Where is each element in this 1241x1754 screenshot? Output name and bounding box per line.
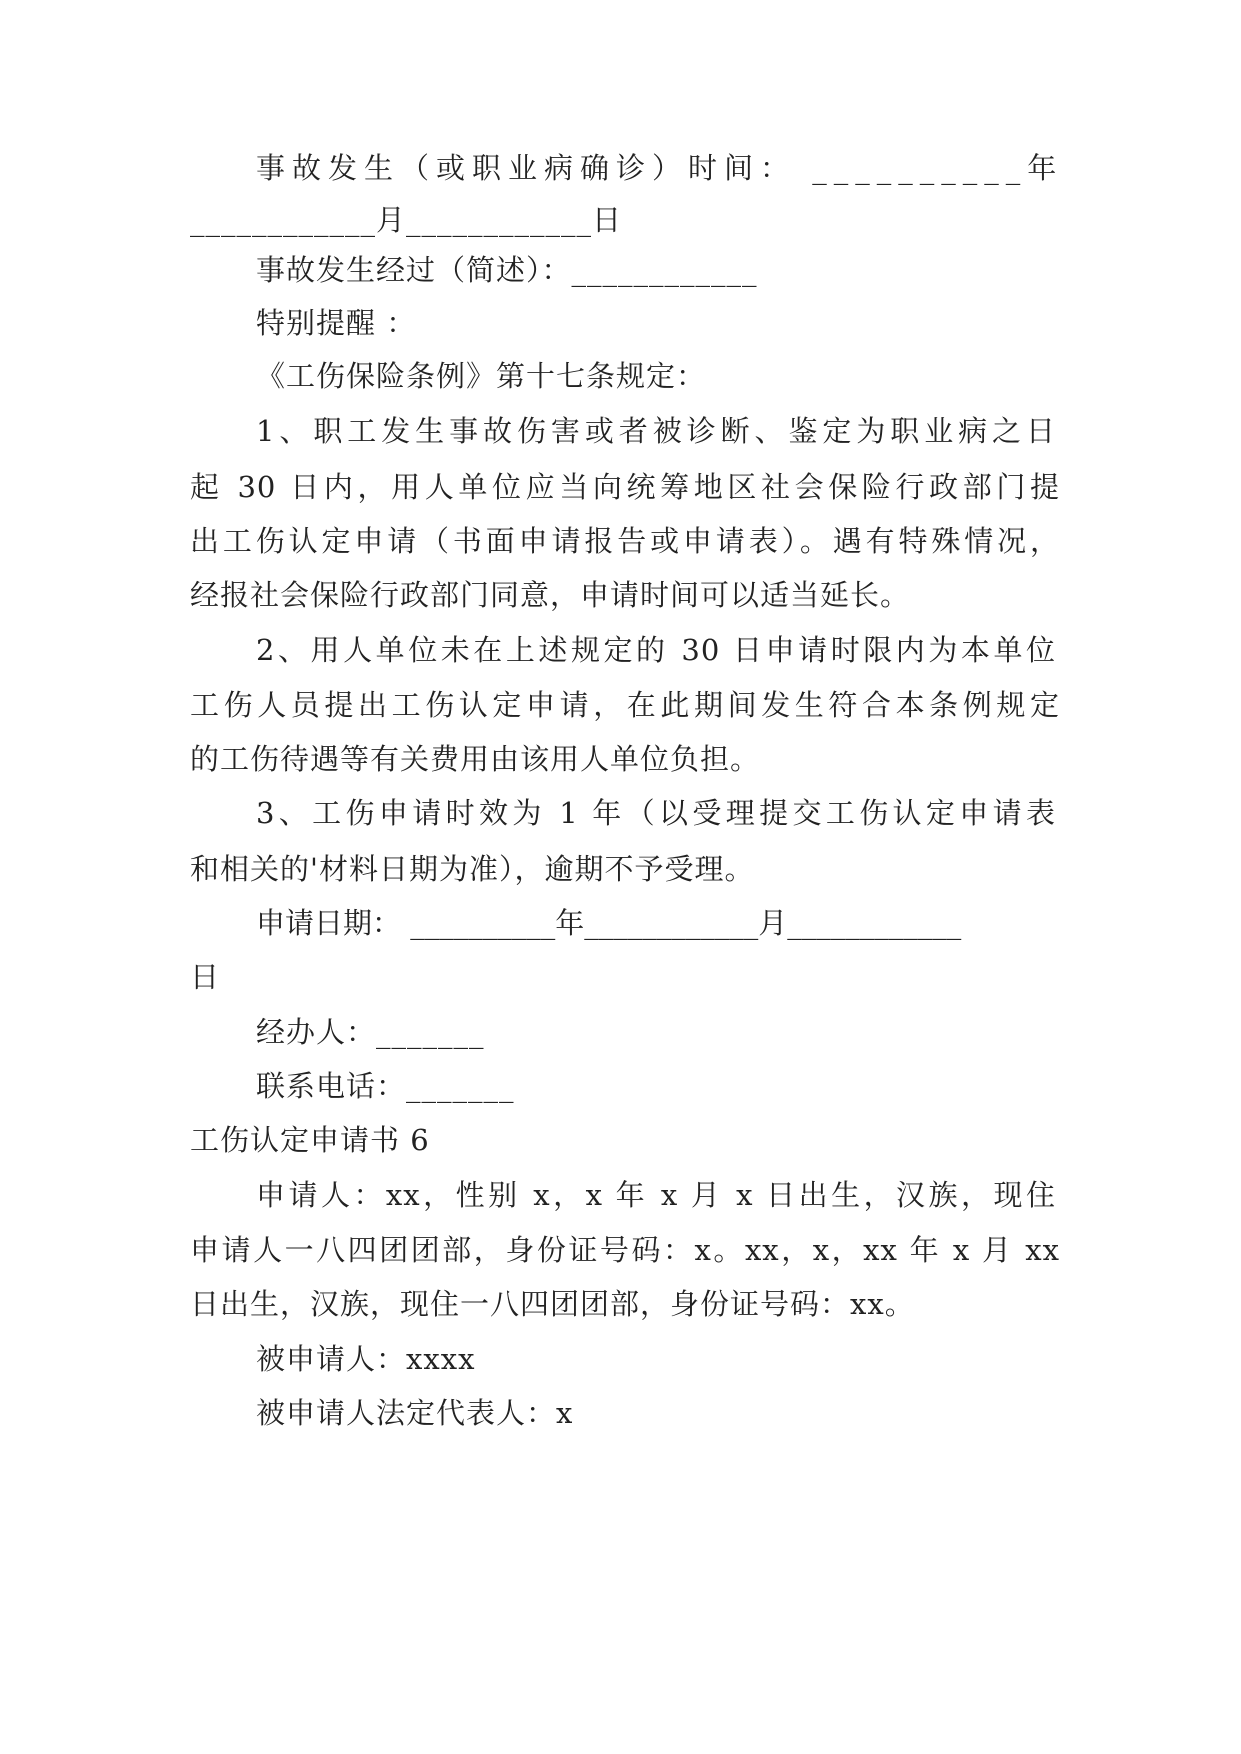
handler-line: 经办人：_______ xyxy=(256,1015,485,1049)
accident-time-line: 事故发生（或职业病确诊）时间： __________年 xyxy=(256,151,1064,185)
clause-3-line-1: 3、工伤申请时效为 1 年（以受理提交工伤认定申请表 xyxy=(256,796,1056,830)
respondent-line: 被申请人：xxxx xyxy=(256,1342,476,1376)
special-reminder-heading: 特别提醒 ： xyxy=(256,306,417,340)
respondent-representative-line: 被申请人法定代表人：x xyxy=(256,1396,574,1430)
clause-3-line-2: 和相关的'材料日期为准），逾期不予受理。 xyxy=(190,852,755,886)
application-date-day: 日 xyxy=(190,960,221,994)
section-title: 工伤认定申请书 6 xyxy=(190,1123,430,1157)
clause-2-line-3: 的工伤待遇等有关费用由该用人单位负担。 xyxy=(190,742,761,776)
applicant-line-3: 日出生，汉族，现住一八四团团部，身份证号码：xx。 xyxy=(190,1287,915,1321)
clause-1-line-3: 出工伤认定申请（书面申请报告或申请表）。遇有特殊情况， xyxy=(190,524,1060,558)
accident-description-line: 事故发生经过（简述）：____________ xyxy=(256,253,758,287)
application-date-line: 申请日期： __________年____________月____________ xyxy=(256,906,962,940)
clause-1-line-2: 起 30 日内，用人单位应当向统筹地区社会保险行政部门提 xyxy=(190,470,1060,504)
regulation-title-line: 《工伤保险条例》第十七条规定： xyxy=(256,359,707,393)
accident-date-line: ____________月____________日 xyxy=(190,203,623,237)
contact-phone-line: 联系电话：_______ xyxy=(256,1069,515,1103)
applicant-line-2: 申请人一八四团团部，身份证号码：x。xx，x，xx 年 x 月 xx xyxy=(190,1233,1060,1267)
clause-2-line-1: 2、用人单位未在上述规定的 30 日申请时限内为本单位 xyxy=(256,633,1056,667)
clause-1-line-1: 1、职工发生事故伤害或者被诊断、鉴定为职业病之日 xyxy=(256,414,1056,448)
clause-1-line-4: 经报社会保险行政部门同意，申请时间可以适当延长。 xyxy=(190,578,911,612)
applicant-line-1: 申请人：xx，性别 x，x 年 x 月 x 日出生，汉族，现住 xyxy=(256,1178,1056,1212)
clause-2-line-2: 工伤人员提出工伤认定申请，在此期间发生符合本条例规定 xyxy=(190,688,1060,722)
